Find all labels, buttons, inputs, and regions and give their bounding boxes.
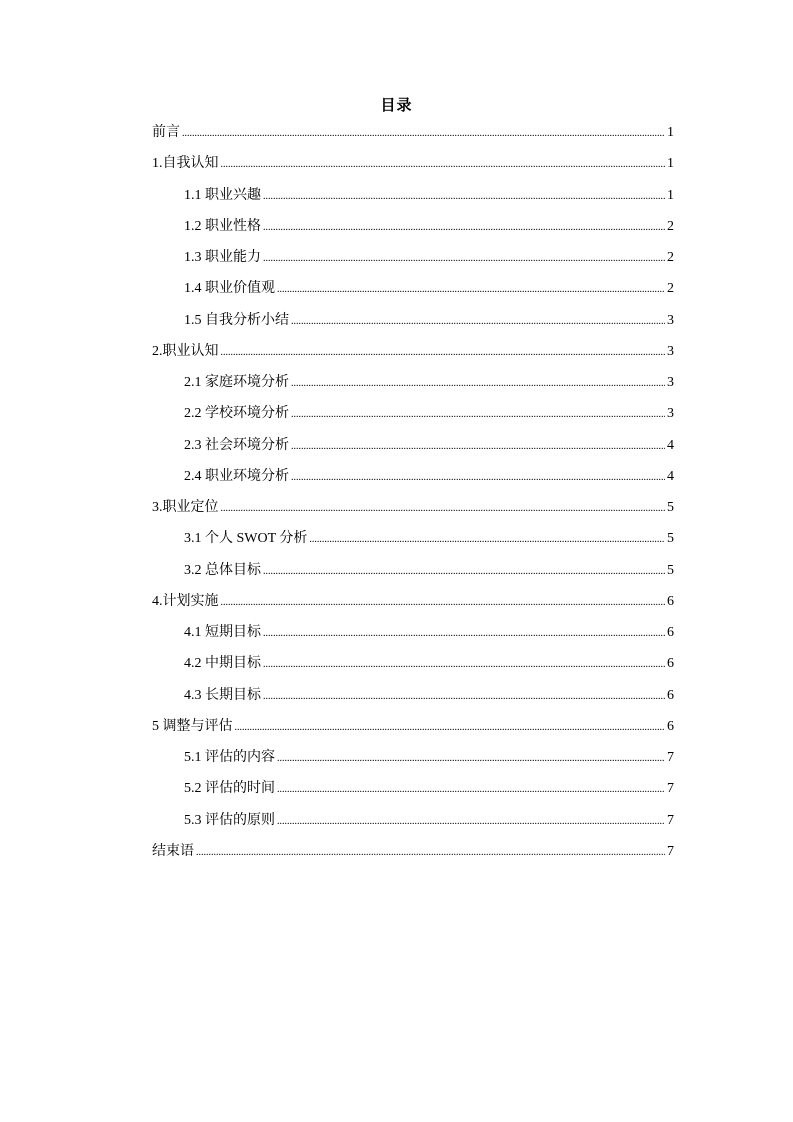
toc-entry[interactable] <box>152 277 674 308</box>
toc-entry[interactable] <box>152 840 674 871</box>
toc-entry-page-number: 2 <box>667 250 674 265</box>
toc-entry-page-number: 3 <box>667 375 674 390</box>
toc-leader-dots <box>221 591 666 615</box>
toc-entry-label: 1.4 职业价值观 <box>184 281 275 297</box>
toc-entry[interactable] <box>152 340 674 371</box>
toc-leader-dots <box>291 435 665 459</box>
toc-leader-dots <box>277 278 665 302</box>
toc-entry-page-number: 6 <box>667 687 674 703</box>
toc-entry-label: 3.2 总体目标 <box>184 562 261 578</box>
toc-entry-page-number: 2 <box>667 218 674 234</box>
toc-leader-dots <box>221 497 666 521</box>
toc-entry[interactable] <box>152 121 674 152</box>
toc-entry-label: 1.1 职业兴趣 <box>184 187 261 203</box>
toc-list <box>152 121 674 871</box>
toc-entry[interactable] <box>152 746 674 777</box>
toc-entry-page-number: 6 <box>667 625 674 640</box>
toc-entry-label: 2.2 学校环境分析 <box>184 406 289 422</box>
toc-entry[interactable] <box>152 809 674 840</box>
toc-entry[interactable] <box>152 684 674 715</box>
toc-entry-page-number: 7 <box>667 843 674 859</box>
toc-entry-page-number: 5 <box>667 562 674 578</box>
toc-leader-dots <box>263 685 665 709</box>
toc-entry-label: 1.2 职业性格 <box>184 218 261 234</box>
toc-entry-page-number: 3 <box>667 406 674 422</box>
toc-entry[interactable] <box>152 465 674 496</box>
toc-entry-page-number: 2 <box>667 281 674 297</box>
toc-entry-label: 2.3 社会环境分析 <box>184 437 289 453</box>
toc-entry[interactable] <box>152 434 674 465</box>
toc-entry-label: 5.1 评估的内容 <box>184 750 275 765</box>
toc-entry-label: 结束语 <box>152 843 194 859</box>
toc-entry-page-number: 6 <box>667 656 674 672</box>
toc-entry[interactable] <box>152 590 674 621</box>
toc-entry-label: 1.3 职业能力 <box>184 250 261 265</box>
toc-entry[interactable] <box>152 152 674 183</box>
toc-entry-label: 5 调整与评估 <box>152 718 233 734</box>
toc-entry-label: 4.3 长期目标 <box>184 687 261 703</box>
toc-leader-dots <box>263 622 665 646</box>
toc-entry-label: 4.1 短期目标 <box>184 625 261 640</box>
toc-entry-page-number: 4 <box>667 437 674 453</box>
toc-entry-page-number: 5 <box>667 531 674 547</box>
toc-leader-dots <box>182 122 665 146</box>
toc-leader-dots <box>196 841 665 865</box>
toc-entry-page-number: 7 <box>667 781 674 797</box>
toc-entry-page-number: 3 <box>667 312 674 328</box>
toc-entry[interactable] <box>152 777 674 808</box>
toc-title: 目录 <box>380 98 413 114</box>
toc-entry-label: 5.2 评估的时间 <box>184 781 275 797</box>
toc-entry-label: 4.2 中期目标 <box>184 656 261 672</box>
toc-entry-label: 前言 <box>152 125 180 140</box>
toc-entry-page-number: 5 <box>667 500 674 515</box>
toc-leader-dots <box>221 341 666 365</box>
toc-entry[interactable] <box>152 621 674 652</box>
toc-leader-dots <box>263 560 665 584</box>
toc-leader-dots <box>263 247 665 271</box>
toc-entry-page-number: 3 <box>667 343 674 359</box>
toc-entry-page-number: 7 <box>667 812 674 828</box>
toc-entry[interactable] <box>152 215 674 246</box>
toc-entry[interactable] <box>152 246 674 277</box>
toc-entry-label: 5.3 评估的原则 <box>184 812 275 828</box>
toc-entry[interactable] <box>152 402 674 433</box>
toc-entry-label: 3.1 个人 SWOT 分析 <box>184 531 308 547</box>
toc-entry-label: 2.1 家庭环境分析 <box>184 375 289 390</box>
toc-leader-dots <box>235 716 666 740</box>
toc-entry[interactable] <box>152 184 674 215</box>
toc-entry[interactable] <box>152 527 674 558</box>
toc-entry[interactable] <box>152 652 674 683</box>
toc-leader-dots <box>263 653 665 677</box>
toc-entry-page-number: 6 <box>667 593 674 609</box>
toc-leader-dots <box>221 153 666 177</box>
toc-entry-page-number: 4 <box>667 468 674 484</box>
toc-leader-dots <box>291 372 665 396</box>
toc-leader-dots <box>263 185 665 209</box>
toc-leader-dots <box>291 466 665 490</box>
toc-leader-dots <box>291 403 665 427</box>
toc-leader-dots <box>277 810 665 834</box>
toc-entry-label: 4.计划实施 <box>152 593 219 609</box>
toc-entry-page-number: 1 <box>667 125 674 140</box>
toc-leader-dots <box>277 778 665 802</box>
toc-entry[interactable] <box>152 496 674 527</box>
toc-entry-page-number: 7 <box>667 750 674 765</box>
toc-entry-label: 2.职业认知 <box>152 343 219 359</box>
toc-entry[interactable] <box>152 371 674 402</box>
toc-entry[interactable] <box>152 559 674 590</box>
toc-entry[interactable] <box>152 309 674 340</box>
toc-leader-dots <box>309 528 665 552</box>
toc-entry-label: 2.4 职业环境分析 <box>184 468 289 484</box>
toc-entry-label: 1.自我认知 <box>152 156 219 172</box>
toc-entry[interactable] <box>152 715 674 746</box>
toc-leader-dots <box>291 310 665 334</box>
toc-entry-page-number: 6 <box>667 718 674 734</box>
toc-entry-page-number: 1 <box>667 187 674 203</box>
toc-entry-label: 3.职业定位 <box>152 500 219 515</box>
toc-leader-dots <box>277 747 665 771</box>
toc-entry-page-number: 1 <box>667 156 674 172</box>
toc-leader-dots <box>263 216 665 240</box>
toc-entry-label: 1.5 自我分析小结 <box>184 312 289 328</box>
